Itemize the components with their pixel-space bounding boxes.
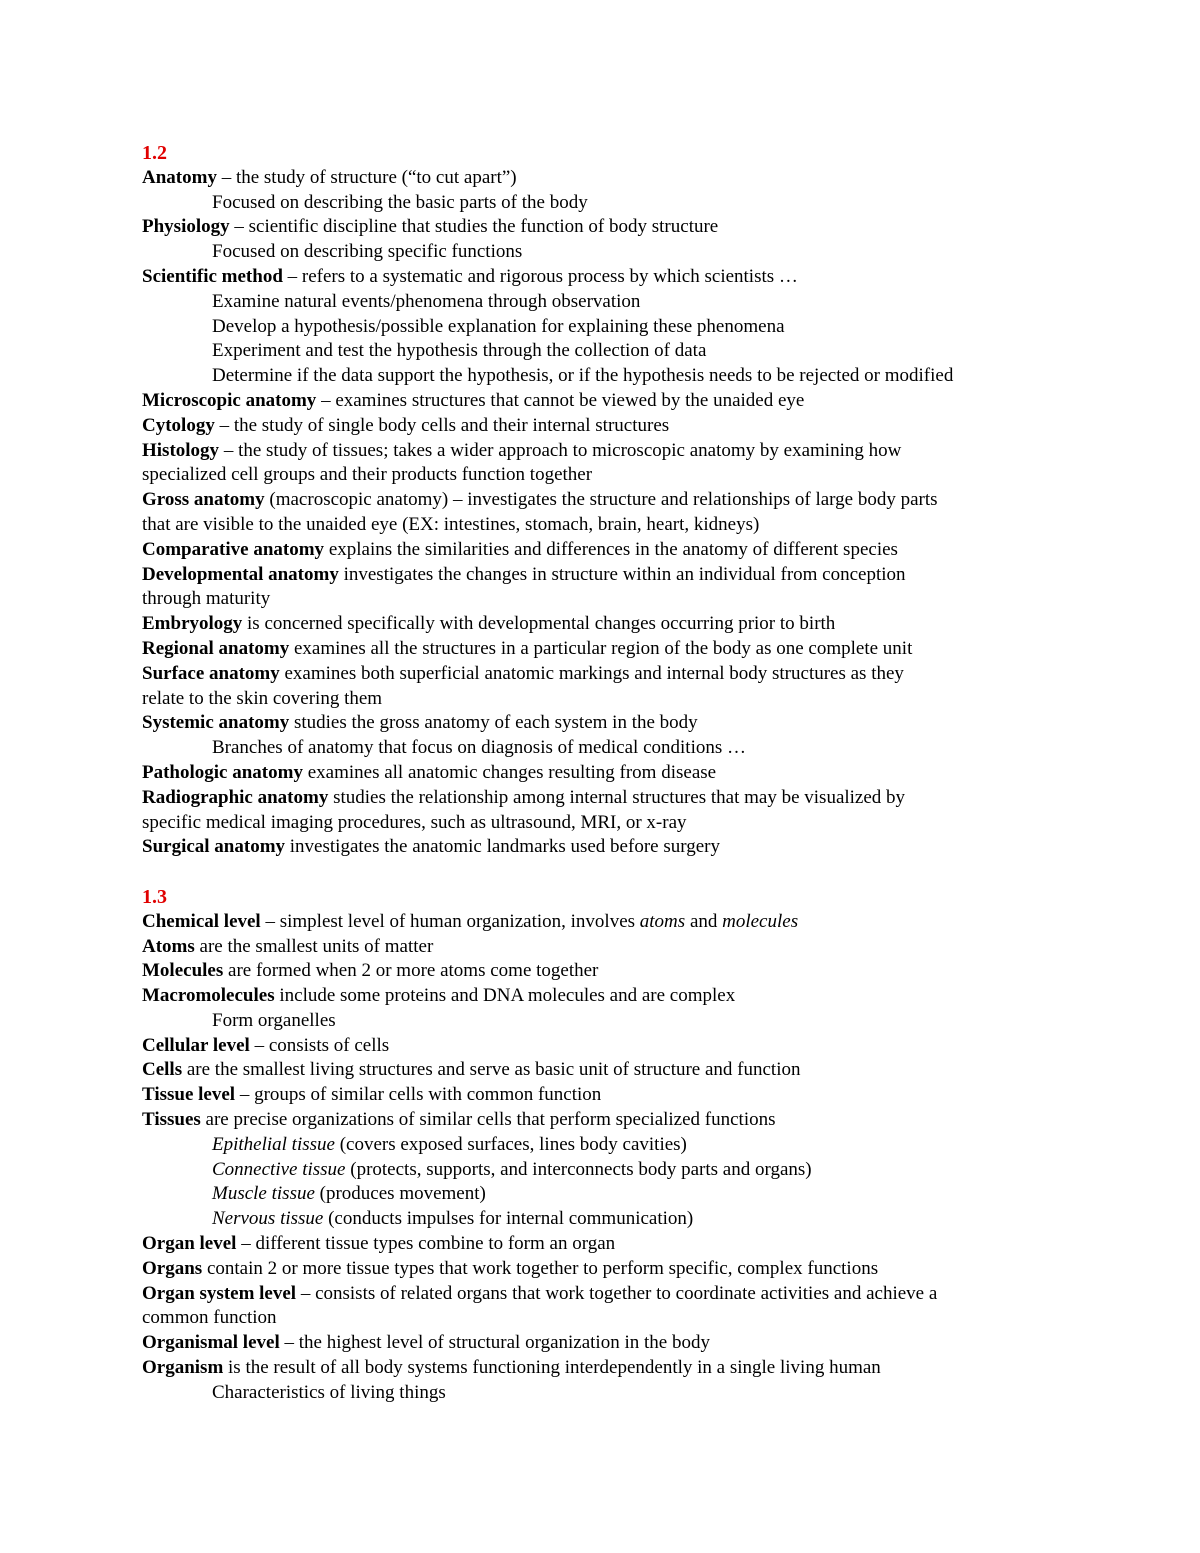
text-run: – the highest level of structural organization in the body xyxy=(279,1332,710,1354)
indented-text-line xyxy=(142,315,1142,340)
term: Cytology xyxy=(142,414,215,436)
indented-text-line xyxy=(142,736,1142,761)
italic-term: Connective tissue xyxy=(212,1158,346,1180)
term: Microscopic anatomy xyxy=(142,389,317,411)
text-run: is concerned specifically with developmental changes occurring prior to birth xyxy=(242,613,836,635)
text-run: – consists of related organs that work together to coordinate activities and achieve a xyxy=(296,1282,938,1304)
text-run: are precise organizations of similar cells that perform specialized functions xyxy=(200,1109,776,1131)
text-run: (macroscopic anatomy) – investigates the structure and relationships of large body parts xyxy=(264,489,938,511)
text-run: examines all the structures in a particular region of the body as one complete unit xyxy=(289,637,913,659)
term: Embryology xyxy=(142,613,243,635)
text-run: examines both superficial anatomic markings and internal body structures as they xyxy=(279,662,904,684)
text-run: specialized cell groups and their products function together xyxy=(142,464,593,486)
text-line xyxy=(142,687,1142,712)
italic-term: atoms xyxy=(639,910,686,932)
text-line xyxy=(142,1232,1142,1257)
text-line xyxy=(142,1331,1142,1356)
text-run: Characteristics of living things xyxy=(212,1381,446,1403)
term: Cells xyxy=(142,1059,183,1081)
text-run: studies the gross anatomy of each system in the body xyxy=(289,712,698,734)
text-run: (conducts impulses for internal communication) xyxy=(323,1208,694,1230)
indented-text-line xyxy=(142,191,1142,216)
term: Tissue level xyxy=(142,1084,236,1106)
text-run: that are visible to the unaided eye (EX: intestines, stomach, brain, heart, kidneys) xyxy=(142,513,760,535)
text-run: – different tissue types combine to form an organ xyxy=(236,1233,616,1255)
text-line xyxy=(142,935,1142,960)
text-run: relate to the skin covering them xyxy=(142,687,383,709)
italic-term: Epithelial tissue xyxy=(212,1133,335,1155)
text-line xyxy=(142,414,1142,439)
term: Tissues xyxy=(142,1109,201,1131)
term: Physiology xyxy=(142,216,230,238)
text-line xyxy=(142,959,1142,984)
section-heading: 1.2 xyxy=(142,142,167,164)
term: Radiographic anatomy xyxy=(142,786,329,808)
text-run: explains the similarities and differences in the anatomy of different species xyxy=(324,538,898,560)
text-run: – simplest level of human organization, involves xyxy=(260,910,640,932)
text-line xyxy=(142,984,1142,1009)
text-run: – the study of structure (“to cut apart”) xyxy=(216,166,517,188)
text-line xyxy=(142,612,1142,637)
text-run: (covers exposed surfaces, lines body cavities) xyxy=(334,1133,687,1155)
text-line xyxy=(142,265,1142,290)
text-run: common function xyxy=(142,1307,277,1329)
text-run: – groups of similar cells with common function xyxy=(235,1084,602,1106)
term: Developmental anatomy xyxy=(142,563,339,585)
italic-term: molecules xyxy=(722,910,799,932)
indented-text-line xyxy=(142,1182,1142,1207)
indented-text-line xyxy=(142,1009,1142,1034)
italic-term: Muscle tissue xyxy=(212,1183,315,1205)
text-run: Determine if the data support the hypothesis, or if the hypothesis needs to be rejected or modified xyxy=(212,365,954,387)
term: Comparative anatomy xyxy=(142,538,325,560)
text-run: Examine natural events/phenomena through observation xyxy=(212,290,641,312)
text-run: investigates the anatomic landmarks used before surgery xyxy=(285,836,720,858)
text-run: include some proteins and DNA molecules and are complex xyxy=(274,985,736,1007)
text-line xyxy=(142,587,1142,612)
term: Atoms xyxy=(142,935,195,957)
text-run: contain 2 or more tissue types that work together to perform specific, complex functions xyxy=(202,1257,879,1279)
text-run: investigates the changes in structure within an individual from conception xyxy=(338,563,906,585)
text-line xyxy=(142,1058,1142,1083)
text-run: Branches of anatomy that focus on diagnosis of medical conditions … xyxy=(212,737,746,759)
text-run: Develop a hypothesis/possible explanation for explaining these phenomena xyxy=(212,315,785,337)
text-run: Focused on describing the basic parts of the body xyxy=(212,191,588,213)
text-run: – examines structures that cannot be viewed by the unaided eye xyxy=(316,389,805,411)
term: Organismal level xyxy=(142,1332,280,1354)
text-run: – the study of single body cells and their internal structures xyxy=(214,414,670,436)
term: Organs xyxy=(142,1257,203,1279)
text-line xyxy=(142,1108,1142,1133)
text-run: (protects, supports, and interconnects body parts and organs) xyxy=(345,1158,812,1180)
term: Surface anatomy xyxy=(142,662,280,684)
term: Pathologic anatomy xyxy=(142,761,303,783)
text-line xyxy=(142,439,1142,464)
text-run: are formed when 2 or more atoms come together xyxy=(223,960,599,982)
term: Molecules xyxy=(142,960,224,982)
indented-text-line xyxy=(142,1133,1142,1158)
text-run: – refers to a systematic and rigorous process by which scientists … xyxy=(282,265,798,287)
text-run: and xyxy=(685,910,723,932)
text-run: examines all anatomic changes resulting from disease xyxy=(302,761,717,783)
text-run: Focused on describing specific functions xyxy=(212,241,523,263)
text-run: Experiment and test the hypothesis through the collection of data xyxy=(212,340,707,362)
term: Scientific method xyxy=(142,265,283,287)
section-heading: 1.3 xyxy=(142,885,167,908)
term: Regional anatomy xyxy=(142,637,290,659)
term: Surgical anatomy xyxy=(142,836,286,858)
indented-text-line xyxy=(142,240,1142,265)
text-line xyxy=(142,563,1142,588)
text-line xyxy=(142,463,1142,488)
term: Chemical level xyxy=(142,910,261,932)
text-line xyxy=(142,513,1142,538)
text-line xyxy=(142,835,1142,860)
text-line xyxy=(142,1306,1142,1331)
text-run: through maturity xyxy=(142,588,271,610)
text-run: – consists of cells xyxy=(249,1034,390,1056)
term: Histology xyxy=(142,439,220,461)
document-body xyxy=(142,141,1142,1406)
text-line xyxy=(142,1356,1142,1381)
text-run: studies the relationship among internal structures that may be visualized by xyxy=(328,786,906,808)
text-line xyxy=(142,1034,1142,1059)
section-spacer xyxy=(142,860,1142,885)
term: Cellular level xyxy=(142,1034,250,1056)
indented-text-line xyxy=(142,364,1142,389)
term: Macromolecules xyxy=(142,985,275,1007)
term: Gross anatomy xyxy=(142,489,265,511)
text-line xyxy=(142,166,1142,191)
text-line xyxy=(142,786,1142,811)
text-line xyxy=(142,1282,1142,1307)
text-run: – the study of tissues; takes a wider approach to microscopic anatomy by examining how xyxy=(219,439,902,461)
text-run: Form organelles xyxy=(212,1009,336,1031)
text-line xyxy=(142,711,1142,736)
term: Organ level xyxy=(142,1233,237,1255)
text-line xyxy=(142,910,1142,935)
text-run: are the smallest living structures and serve as basic unit of structure and function xyxy=(182,1059,801,1081)
italic-term: Nervous tissue xyxy=(212,1208,324,1230)
text-line xyxy=(142,1083,1142,1108)
indented-text-line xyxy=(142,1158,1142,1183)
text-line xyxy=(142,811,1142,836)
text-line xyxy=(142,538,1142,563)
text-line xyxy=(142,761,1142,786)
indented-text-line xyxy=(142,339,1142,364)
text-run: are the smallest units of matter xyxy=(194,935,434,957)
text-line xyxy=(142,662,1142,687)
text-run: specific medical imaging procedures, such as ultrasound, MRI, or x-ray xyxy=(142,811,687,833)
text-line xyxy=(142,1257,1142,1282)
indented-text-line xyxy=(142,1207,1142,1232)
indented-text-line xyxy=(142,1381,1142,1406)
text-line xyxy=(142,389,1142,414)
text-line xyxy=(142,215,1142,240)
text-run: is the result of all body systems functioning interdependently in a single living human xyxy=(223,1357,881,1379)
text-line xyxy=(142,637,1142,662)
text-run: (produces movement) xyxy=(314,1183,486,1205)
term: Systemic anatomy xyxy=(142,712,290,734)
term: Organ system level xyxy=(142,1282,297,1304)
term: Anatomy xyxy=(142,166,217,188)
term: Organism xyxy=(142,1357,224,1379)
text-line xyxy=(142,488,1142,513)
text-run: – scientific discipline that studies the function of body structure xyxy=(229,216,719,238)
indented-text-line xyxy=(142,290,1142,315)
